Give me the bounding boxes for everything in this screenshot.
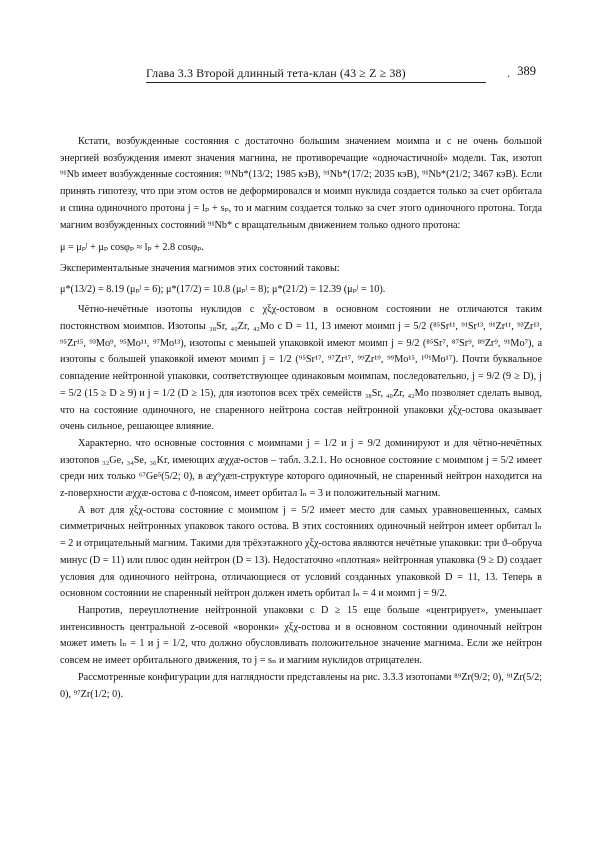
running-title: Глава 3.3 Второй длинный тета-клан (43 ≥ Z ≥ 38) [146,66,406,80]
paragraph-characteristic: Характерно. что основные состояния с моимпами j = 1/2 и j = 9/2 доминируют и для чётно-нечётных изотопов ₃₂Ge, ₃₄Se, ₃₆Kr, имеющих æχχæ-остов – табл. 3.2.1. Но основное состояние с моимпом j = 5/2 имеет среди них только ⁶⁷Ge⁵(5/2; 0), в æχ⁹χæπ-структуре которого одиночный, не спаренный нейтрон находится на z-поверхности æχχæ-остова с ϑ-поясом, имеет орбитал lₙ = 3 и положительный магним. [60,437,542,500]
paragraph-overpacking: Напротив, переуплотнение нейтронной упаковки с D ≥ 15 еще больше «центрирует», уменьшает интенсивность центральной z-осевой «воронки» χξχ-остова и в основном состоянии одиночный нейтрон может иметь lₙ = 1 и j = 1/2, что должно обусловливать положительное значение магнима. Если же нейтрон совсем не имеет орбитального движения, то j = sₙ и магним нуклидов отрицателен. [60,604,542,667]
paragraph-symmetric-packings: А вот для χξχ-остова состояние с моимпом j = 5/2 имеет место для самых уравновешенных, самых симметричных нейтронных упаковок такого остова. В этих состояниях одиночный нейтрон имеет орбитал lₙ = 2 и отрицательный магним. Такими для трёхэтажного χξχ-остова являются нечётные упаковки: три ϑ–обруча минус (D = 11) или плюс один нейтрон (D = 13). Недостаточно «плотная» нейтронная упаковка (9 ≥ D) создает условия для одиночного нейтрона, отличающиеся от условий созданных упаковкой D = 11, 13. Теперь в основном состоянии не спаренный нейтрон должен иметь орбитал lₙ = 4 и моимп j = 9/2. [60,504,542,600]
paragraph-configurations: Рассмотренные конфигурации для наглядности представлены на рис. 3.3.3 изотопами ⁸⁹Zr(9/2; 0), ⁹¹Zr(5/2; 0), ⁹⁷Zr(1/2; 0). [60,671,542,700]
paragraph-even-odd-isotopes: Чётно-нечётные изотопы нуклидов с χξχ-остовом в основном состоянии не отличаются таким постоянством моимпов. Изотопы ₃₈Sr, ₄₀Zr, ₄₂Mo с D = 11, 13 имеют моимп j = 5/2 (⁸⁵Sr¹¹, ⁹¹Sr¹³, ⁹¹Zr¹¹, ⁹³Zr¹³, ⁹⁵Zr¹⁵, ⁹³Mo⁹, ⁹⁵Mo¹¹, ⁹⁷Mo¹³), изотопы с меньшей упаковкой имеют моимп j = 9/2 (⁸⁵Sr⁷, ⁸⁷Sr⁹, ⁸⁹Zr⁹, ⁹¹Mo⁷), а изотопы с большей упаковкой имеют моимп j = 1/2 (⁹⁵Sr¹⁷, ⁹⁷Zr¹⁷, ⁹⁹Zr¹⁹, ⁹⁹Mo¹⁵, ¹⁰¹Mo¹⁷). Почти буквальное совпадение нейтронной упаковки, соответствующее одинаковым моимпам, последовательно, j = 9/2 (9 ≥ D), j = 5/2 (15 ≥ D ≥ 9) и j = 1/2 (D ≥ 15), для изотопов всех трёх семейств ₃₈Sr, ₄₀Zr, ₄₂Mo позволяет сделать вывод, что на состояние одиночного, не спаренного нейтрона состав нейтронной упаковки χξχ-остова оказывает очень сильное, решающее влияние. [60,304,542,433]
experimental-values: μ*(13/2) = 8.19 (μₚˡ = 6); μ*(17/2) = 10.8 (μₚˡ = 8); μ*(21/2) = 12.39 (μₚˡ = 10). [60,283,386,295]
paragraph-excited-states: Кстати, возбужденные состояния с достаточно большим значением моимпа и с не очень большой энергией возбуждения имеют значения магнина, не противоречащие «одночастичной» модели. Так, изотоп ⁹¹Nb имеет возбужденные состояния: ⁹¹Nb*(13/2; 1985 кэВ), ⁹¹Nb*(17/2; 2035 кэВ), ⁹¹Nb*(21/2; 3467 кэВ). Если принять гипотезу, что при этом остов не деформировался и моимп нуклида создается только за счет орбитала и спина одиночного протона j = lₚ + sₚ, то и магним создается только за счет этого одиночного протона. Тогда магним возбужденных состояний ⁹¹Nb* с вращательным движением только одного протона: [60,136,542,231]
page-number: 389 [517,64,536,78]
experimental-values-intro: Экспериментальные значения магнимов этих состояний таковы: [60,262,340,274]
page-header [60,66,540,84]
header-dot: . [507,66,510,80]
header-rule [146,82,486,83]
page-body [60,134,542,703]
formula-magnim: μ = μₚˡ + μₚ cosφₚ ≈ lₚ + 2.8 cosφₚ. [60,242,204,254]
